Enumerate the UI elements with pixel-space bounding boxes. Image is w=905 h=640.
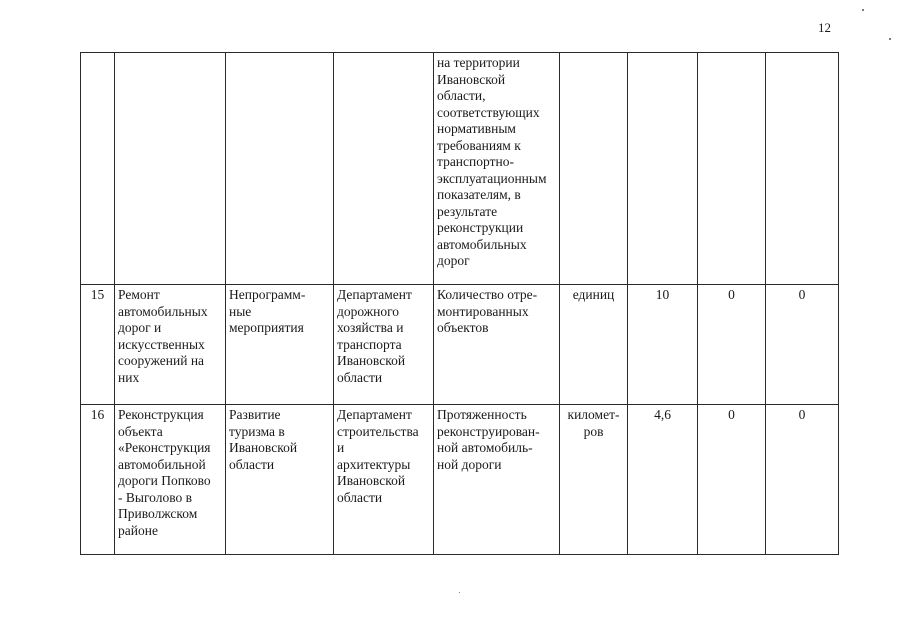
scan-speck: [459, 592, 460, 593]
row-number-cell: 15: [81, 285, 115, 405]
row-number-cell: 16: [81, 405, 115, 555]
table-row: [81, 53, 839, 285]
department-cell: [334, 53, 434, 285]
unit-cell: единиц: [560, 285, 628, 405]
table-row: [81, 405, 839, 555]
event-name-cell: Ремонт автомобильных дорог и искусственных сооружений на них: [115, 285, 226, 405]
row-number-cell: [81, 53, 115, 285]
scan-speck: [889, 38, 891, 40]
page-number: 12: [818, 20, 831, 35]
value-cell-1: 4,6: [628, 405, 698, 555]
indicator-cell: Количество отре- монтированных объектов: [434, 285, 560, 405]
department-cell: Департамент дорожного хозяйства и транспорта Ивановской области: [334, 285, 434, 405]
scan-speck: [862, 9, 864, 11]
event-name-cell: Реконструкция объекта «Реконструкция автомобильной дороги Попково - Выголово в Приволжском районе: [115, 405, 226, 555]
department-cell: Департамент строительства и архитектуры Ивановской области: [334, 405, 434, 555]
indicator-cell: Протяженность реконструирован- ной автомобиль- ной дороги: [434, 405, 560, 555]
value-cell-1: 10: [628, 285, 698, 405]
value-cell-3: [766, 53, 839, 285]
program-table: [80, 52, 839, 555]
value-cell-2: 0: [698, 285, 766, 405]
table-row: [81, 285, 839, 405]
event-name-cell: [115, 53, 226, 285]
indicator-cell: на территории Ивановской области, соответствующих нормативным требованиям к транспортно- эксплуатационным показателям, в результате реконструкции автомобильных дорог: [434, 53, 560, 285]
program-cell: [226, 53, 334, 285]
value-cell-2: 0: [698, 405, 766, 555]
value-cell-2: [698, 53, 766, 285]
value-cell-3: 0: [766, 285, 839, 405]
value-cell-3: 0: [766, 405, 839, 555]
unit-cell: [560, 53, 628, 285]
value-cell-1: [628, 53, 698, 285]
unit-cell: километ- ров: [560, 405, 628, 555]
program-cell: Непрограмм- ные мероприятия: [226, 285, 334, 405]
program-cell: Развитие туризма в Ивановской области: [226, 405, 334, 555]
